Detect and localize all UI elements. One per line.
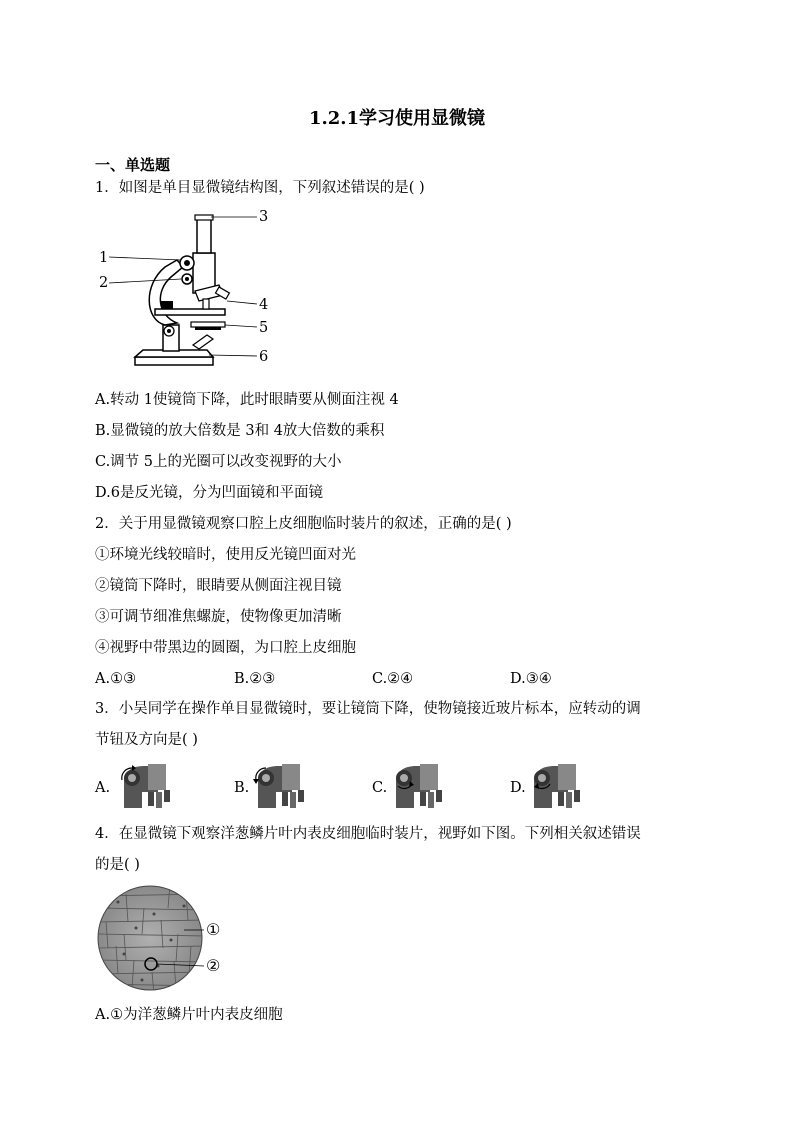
q2-option-a: A.①③: [95, 671, 137, 687]
q3-knob-image-c: [390, 762, 450, 810]
q2-option-d: D.③④: [510, 671, 552, 687]
q3-stem-line1: 3．小吴同学在操作单目显微镜时，要让镜筒下降，使物镜接近玻片标本，应转动的调: [95, 701, 641, 717]
q3-option-a: A.: [95, 780, 111, 796]
page-title: 1.2.1学习使用显微镜: [308, 108, 486, 129]
q2-option-b: B.②③: [234, 671, 276, 687]
q3-knob-image-d: [528, 762, 588, 810]
q3-stem-line2: 节钮及方向是( ): [95, 732, 198, 748]
q3-knob-image-a: [118, 762, 178, 810]
q2-item-1: ①环境光线较暗时，使用反光镜凹面对光: [95, 547, 356, 563]
q3-option-d: D.: [510, 780, 526, 796]
q1-label-6: 6: [259, 349, 269, 365]
q1-label-5: 5: [259, 320, 269, 336]
q4-option-a: A.①为洋葱鳞片叶内表皮细胞: [95, 1007, 283, 1023]
q1-label-1: 1: [99, 250, 109, 266]
q3-knob-image-b: [252, 762, 312, 810]
q1-option-a: A.转动 1使镜筒下降，此时眼睛要从侧面注视 4: [95, 392, 399, 408]
q4-stem-line1: 4．在显微镜下观察洋葱鳞片叶内表皮细胞临时装片，视野如下图。下列相关叙述错误: [95, 826, 641, 842]
q1-stem: 1．如图是单目显微镜结构图，下列叙述错误的是( ): [95, 180, 425, 196]
q1-option-b: B.显微镜的放大倍数是 3和 4放大倍数的乘积: [95, 423, 385, 439]
q3-option-c: C.: [372, 780, 388, 796]
q3-option-b: B.: [234, 780, 250, 796]
q1-label-3: 3: [259, 209, 269, 225]
q1-option-c: C.调节 5上的光圈可以改变视野的大小: [95, 454, 342, 470]
q1-label-2: 2: [99, 275, 109, 291]
microscope-diagram: [95, 205, 285, 375]
q1-label-4: 4: [259, 297, 269, 313]
q2-item-2: ②镜筒下降时，眼睛要从侧面注视目镜: [95, 578, 342, 594]
q2-item-3: ③可调节细准焦螺旋，使物像更加清晰: [95, 609, 342, 625]
q4-stem-line2: 的是( ): [95, 857, 140, 873]
section-heading: 一、单选题: [95, 156, 171, 174]
q2-option-c: C.②④: [372, 671, 414, 687]
q4-label-2: ②: [206, 956, 221, 975]
q2-stem: 2．关于用显微镜观察口腔上皮细胞临时装片的叙述，正确的是( ): [95, 516, 512, 532]
q2-item-4: ④视野中带黑边的圆圈，为口腔上皮细胞: [95, 640, 356, 656]
q4-label-1: ①: [206, 920, 221, 939]
q1-option-d: D.6是反光镜，分为凹面镜和平面镜: [95, 485, 323, 501]
